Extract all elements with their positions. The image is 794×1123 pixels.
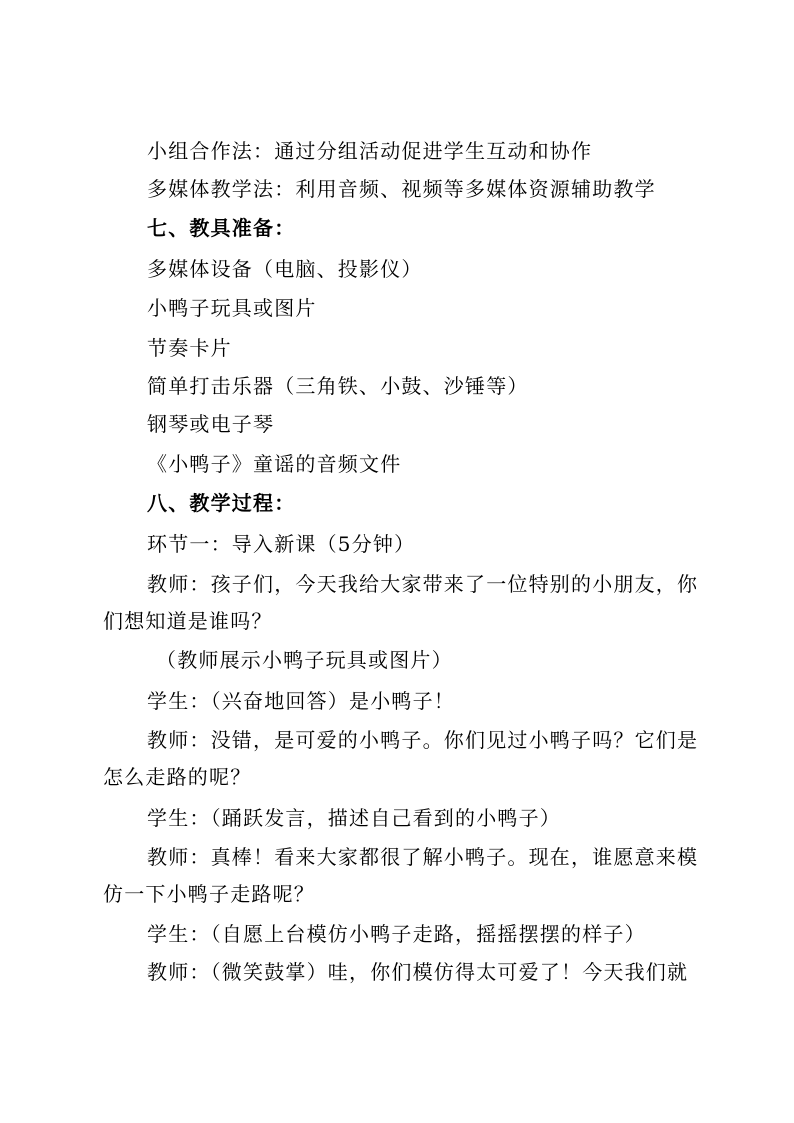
section-heading-teaching-aids: 七、教具准备： (147, 216, 296, 240)
list-item-audio-file: 《小鸭子》童谣的音频文件 (147, 452, 402, 476)
list-item-rhythm-cards: 节奏卡片 (147, 336, 232, 360)
list-item-percussion: 简单打击乐器（三角铁、小鼓、沙锤等） (147, 374, 529, 398)
dialogue-teacher-4a: 教师：（微笑鼓掌）哇，你们模仿得太可爱了！今天我们就 (147, 960, 689, 984)
paragraph-method-multimedia: 多媒体教学法：利用音频、视频等多媒体资源辅助教学 (147, 177, 656, 201)
dialogue-teacher-1b: 们想知道是谁吗？ (103, 609, 273, 633)
paragraph-method-group: 小组合作法：通过分组活动促进学生互动和协作 (147, 139, 593, 163)
dialogue-teacher-2a: 教师：没错，是可爱的小鸭子。你们见过小鸭子吗？它们是 (147, 728, 699, 752)
list-item-multimedia-device: 多媒体设备（电脑、投影仪） (147, 257, 423, 281)
stage-direction-show-toy: （教师展示小鸭子玩具或图片） (156, 648, 453, 672)
section-heading-teaching-process: 八、教学过程： (147, 491, 296, 515)
dialogue-teacher-2b: 怎么走路的呢？ (103, 765, 252, 789)
dialogue-student-1: 学生：（兴奋地回答）是小鸭子！ (147, 689, 455, 713)
step-heading-intro: 环节一：导入新课（5分钟） (147, 532, 416, 556)
list-item-duck-toy: 小鸭子玩具或图片 (147, 296, 317, 320)
dialogue-teacher-3b: 仿一下小鸭子走路呢？ (103, 882, 315, 906)
dialogue-teacher-1a: 教师：孩子们，今天我给大家带来了一位特别的小朋友，你 (147, 572, 699, 596)
dialogue-student-3: 学生：（自愿上台模仿小鸭子走路，摇摇摆摆的样子） (147, 922, 646, 946)
dialogue-teacher-3a: 教师：真棒！看来大家都很了解小鸭子。现在，谁愿意来模 (147, 845, 699, 869)
list-item-piano: 钢琴或电子琴 (147, 412, 275, 436)
dialogue-student-2: 学生：（踊跃发言，描述自己看到的小鸭子） (147, 806, 561, 830)
